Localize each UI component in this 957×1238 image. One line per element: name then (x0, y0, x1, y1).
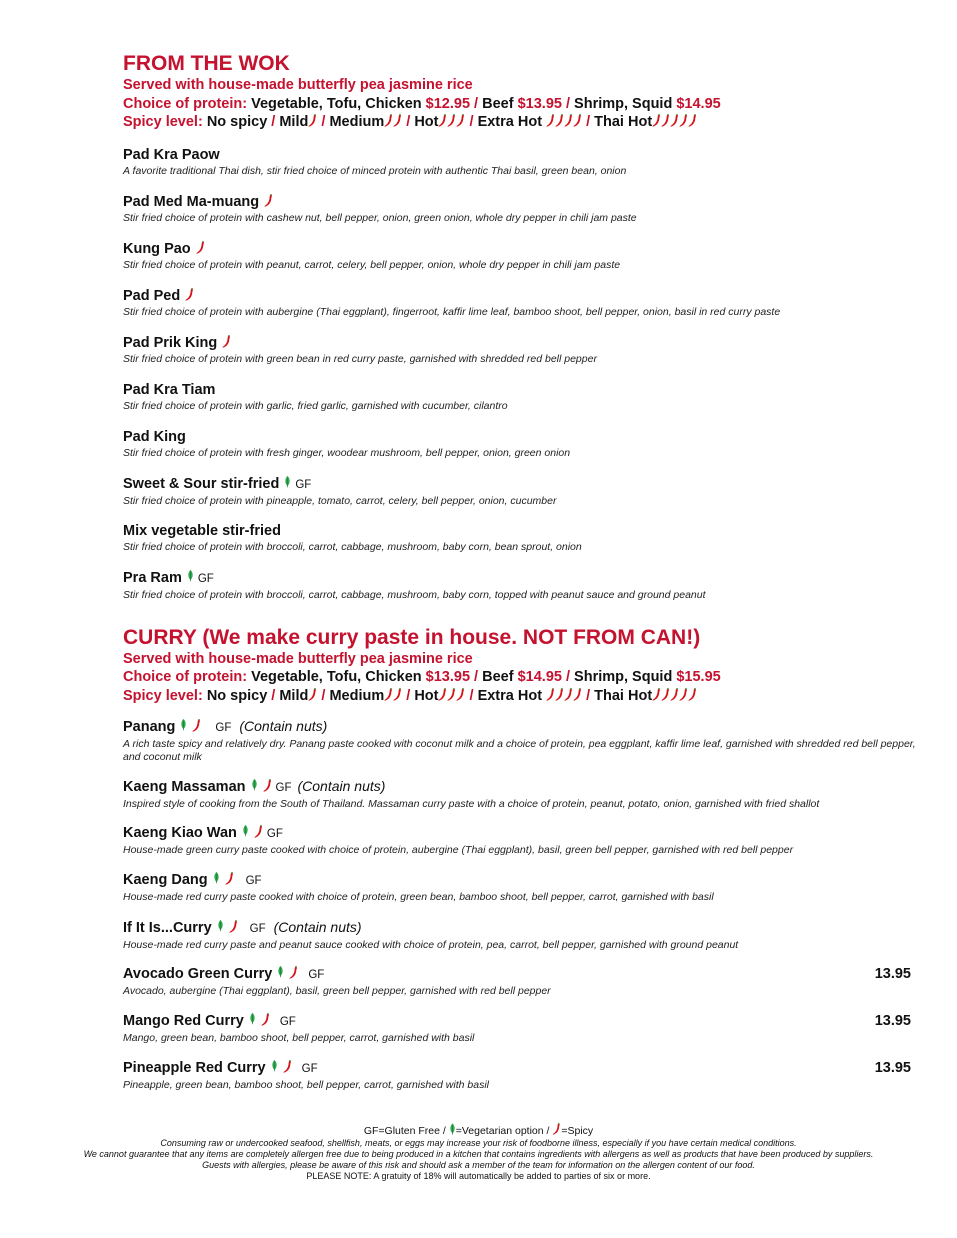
menu-item (123, 871, 923, 918)
slash: / (406, 687, 411, 704)
item-desc: Mango, green bean, bamboo shoot, bell pepper, carrot, garnished with basil (123, 1032, 475, 1044)
legend-veg: =Vegetarian option / (455, 1125, 553, 1137)
item-name: Pad Med Ma-muang (123, 193, 260, 210)
leaf-icon (242, 824, 249, 837)
item-name: Kung Pao (123, 240, 191, 257)
spicy-hot: Hot (410, 114, 439, 130)
slash: / (586, 114, 591, 130)
chili-pepper-icon (652, 114, 697, 130)
protein-option: Vegetable, Tofu, Chicken (247, 95, 426, 112)
foodborne-warning: Consuming raw or undercooked seafood, shellfish, meats, or eggs may increase your risk of foodborne illness, especially if you have certain medical conditions. (160, 1138, 797, 1148)
wok-items (123, 146, 923, 616)
gf-badge: GF (308, 969, 325, 981)
protein-price: $14.95 (676, 95, 721, 112)
item-desc: Stir fried choice of protein with green bean in red curry paste, garnished with shredded red bell pepper (123, 352, 597, 365)
curry-section (123, 626, 923, 1107)
item-desc: Stir fried choice of protein with fresh ginger, woodear mushroom, bell pepper, onion, green onion (123, 446, 571, 459)
spicy-label: Spicy level: (123, 687, 203, 704)
spicy-extra: Extra Hot (473, 114, 547, 130)
legend-gf: GF=Gluten Free / (363, 1125, 449, 1137)
protein-option: Shrimp, Squid (570, 669, 677, 685)
chili-pepper-icon (679, 688, 688, 701)
item-name: Pad King (123, 428, 186, 445)
slash: / (321, 687, 326, 704)
menu-item (123, 569, 923, 616)
curry-spicy (123, 687, 923, 706)
gf-badge: GF (266, 828, 283, 840)
chili-pepper-icon (555, 688, 564, 701)
item-price: 13.95 (874, 966, 911, 982)
spicy-medium: Medium (325, 687, 385, 704)
protein-option: Beef (478, 669, 518, 685)
leaf-icon (217, 919, 224, 932)
item-desc: Inspired style of cooking from the South of Thailand. Massaman curry paste with a choice of protein, peanut, potato, onion, garnished with fried shallot (123, 798, 820, 810)
chili-pepper-icon (670, 688, 679, 701)
chili-pepper-icon (308, 688, 317, 701)
gf-badge: GF (279, 1016, 296, 1028)
item-desc: Stir fried choice of protein with broccoli, carrot, cabbage, mushroom, baby corn, bean sprout, onion (123, 540, 582, 553)
item-name: Panang (123, 719, 176, 735)
leaf-icon (249, 1012, 256, 1025)
item-name: Kaeng Dang (123, 872, 208, 888)
protein-label: Choice of protein: (123, 95, 248, 112)
slash: / (406, 114, 411, 130)
protein-price: $14.95 / (517, 669, 571, 685)
chili-pepper-icon (222, 335, 231, 348)
item-desc: Pineapple, green bean, bamboo shoot, bell pepper, carrot, garnished with basil (123, 1079, 489, 1091)
chili-pepper-icon (308, 688, 317, 704)
protein-price: $13.95 / (517, 95, 571, 112)
chili-pepper-icon (438, 688, 447, 701)
chili-pepper-icon (384, 688, 393, 701)
spicy-mild: Mild (275, 114, 309, 130)
menu-item (123, 1059, 923, 1106)
item-desc: Stir fried choice of protein with broccoli, carrot, cabbage, mushroom, baby corn, topped with peanut sauce and ground peanut (123, 588, 706, 601)
slash: / (586, 687, 591, 704)
curry-title: CURRY (We make curry paste in house. NOT FROM CAN!) (123, 625, 701, 649)
chili-pepper-icon (192, 719, 201, 732)
item-desc: Stir fried choice of protein with cashew nut, bell pepper, onion, green onion, whole dry pepper in chili jam paste (123, 211, 637, 224)
chili-pepper-icon (229, 920, 238, 933)
menu-item (123, 824, 923, 871)
chili-pepper-icon (384, 688, 402, 704)
chili-pepper-icon (652, 688, 661, 701)
spicy-mild: Mild (275, 687, 309, 704)
leaf-icon (271, 1059, 278, 1072)
leaf-icon (187, 569, 194, 582)
gf-badge: GF (301, 1063, 318, 1075)
item-desc: A rich taste spicy and relatively dry. Panang paste cooked with coconut milk and a choice of protein, pea eggplant, kaffir lime leaf, garnished with shredded red bell pepper, and coconut milk (123, 738, 916, 763)
menu-item (123, 428, 923, 475)
leaf-icon (251, 778, 258, 791)
chili-pepper-icon (652, 688, 697, 704)
chili-pepper-icon (393, 114, 402, 127)
spicy-none: No spicy (202, 687, 272, 704)
chili-pepper-icon (264, 194, 273, 207)
chili-pepper-icon (661, 114, 670, 127)
item-name: Pra Ram (123, 569, 182, 586)
menu-item (123, 918, 923, 965)
chili-pepper-icon (546, 688, 555, 701)
wok-protein (123, 95, 923, 114)
chili-pepper-icon (438, 688, 465, 704)
chili-pepper-icon (573, 688, 582, 701)
leaf-icon (277, 965, 284, 978)
curry-protein (123, 668, 923, 687)
slash: / (469, 687, 474, 704)
menu-item (123, 240, 923, 287)
spicy-none: No spicy (202, 114, 272, 130)
protein-option: Shrimp, Squid (570, 95, 677, 112)
item-name: Sweet & Sour stir-fried (123, 475, 280, 492)
slash: / (271, 114, 276, 130)
item-name: Mango Red Curry (123, 1013, 244, 1029)
item-name: If It Is...Curry (123, 920, 212, 936)
chili-pepper-icon (552, 1123, 561, 1135)
contains-nuts-note: (Contain nuts) (297, 778, 386, 794)
menu-item (123, 717, 923, 777)
wok-section (123, 52, 923, 616)
menu-item (123, 146, 923, 193)
gf-badge: GF (249, 923, 266, 935)
spicy-extra: Extra Hot (473, 687, 547, 704)
item-desc: House-made green curry paste cooked with choice of protein, aubergine (Thai eggplant), basil, green bell pepper, garnished with red bell pepper (123, 844, 794, 856)
spicy-thai: Thai Hot (590, 687, 653, 704)
protein-label: Choice of protein: (123, 669, 248, 685)
chili-pepper-icon (261, 1013, 270, 1026)
spicy-hot: Hot (410, 687, 439, 704)
chili-pepper-icon (196, 241, 205, 254)
spicy-thai: Thai Hot (590, 114, 653, 130)
slash: / (469, 114, 474, 130)
chili-pepper-icon (688, 114, 697, 127)
item-name: Pad Kra Paow (123, 146, 220, 163)
menu-item (123, 522, 923, 569)
protein-price: $15.95 (676, 669, 721, 685)
item-name: Pad Ped (123, 287, 181, 304)
chili-pepper-icon (564, 114, 573, 127)
chili-pepper-icon (546, 688, 582, 704)
spicy-medium: Medium (325, 114, 385, 130)
item-desc: A favorite traditional Thai dish, stir fried choice of minced protein with authentic Thai basil, green bean, onion (123, 164, 627, 177)
chili-pepper-icon (447, 114, 456, 127)
contains-nuts-note: (Contain nuts) (239, 718, 328, 734)
chili-pepper-icon (447, 688, 456, 701)
protein-option: Vegetable, Tofu, Chicken (247, 669, 426, 685)
chili-pepper-icon (384, 114, 402, 130)
item-desc: Stir fried choice of protein with aubergine (Thai eggplant), fingerroot, kaffir lime leaf, bamboo shoot, bell pepper, onion, basil in red curry paste (123, 305, 781, 318)
menu-item (123, 287, 923, 334)
slash: / (271, 687, 276, 704)
item-desc: Stir fried choice of protein with garlic, fried garlic, garnished with cucumber, cilantro (123, 399, 508, 412)
gf-badge: GF (197, 572, 214, 585)
item-name: Kaeng Massaman (123, 779, 246, 795)
curry-served: Served with house-made butterfly pea jasmine rice (123, 650, 473, 667)
item-price: 13.95 (874, 1013, 911, 1029)
menu-item (123, 965, 923, 1012)
wok-spicy (123, 113, 923, 132)
wok-served: Served with house-made butterfly pea jasmine rice (123, 77, 473, 93)
leaf-icon (180, 718, 187, 731)
chili-pepper-icon (652, 114, 661, 127)
footer-notes (0, 1123, 957, 1182)
chili-pepper-icon (555, 114, 564, 127)
gf-badge: GF (275, 782, 292, 794)
gf-badge: GF (215, 722, 232, 734)
menu-item (123, 475, 923, 522)
item-desc: Stir fried choice of protein with peanut, carrot, celery, bell pepper, onion, whole dry pepper in chili jam paste (123, 258, 621, 271)
item-desc: Avocado, aubergine (Thai eggplant), basil, green bell pepper, garnished with red bell pepper (123, 985, 551, 997)
gratuity-note: PLEASE NOTE: A gratuity of 18% will automatically be added to parties of six or more. (306, 1171, 651, 1181)
chili-pepper-icon (564, 688, 573, 701)
chili-pepper-icon (263, 779, 272, 792)
legend (0, 1123, 957, 1138)
item-name: Pad Kra Tiam (123, 381, 216, 398)
wok-title: FROM THE WOK (123, 52, 290, 75)
item-name: Pineapple Red Curry (123, 1060, 266, 1076)
chili-pepper-icon (546, 114, 555, 127)
chili-pepper-icon (308, 114, 317, 130)
contains-nuts-note: (Contain nuts) (273, 919, 362, 935)
protein-option: Beef (478, 95, 518, 112)
chili-pepper-icon (679, 114, 688, 127)
menu-item (123, 193, 923, 240)
chili-pepper-icon (225, 872, 234, 885)
curry-items (123, 717, 923, 1106)
item-name: Mix vegetable stir-fried (123, 522, 281, 539)
chili-pepper-icon (546, 114, 582, 130)
item-name: Avocado Green Curry (123, 966, 273, 982)
chili-pepper-icon (289, 966, 298, 979)
item-desc: Stir fried choice of protein with pineapple, tomato, carrot, celery, bell pepper, onion, cucumber (123, 494, 557, 507)
chili-pepper-icon (438, 114, 447, 127)
leaf-icon (449, 1123, 456, 1135)
item-desc: House-made red curry paste cooked with choice of protein, green bean, bamboo shoot, bell pepper, carrot, garnished with basil (123, 891, 714, 903)
protein-price: $12.95 / (425, 95, 479, 112)
item-price: 13.95 (874, 1060, 911, 1076)
chili-pepper-icon (661, 688, 670, 701)
leaf-icon (284, 475, 291, 488)
chili-pepper-icon (185, 288, 194, 301)
chili-pepper-icon (308, 114, 317, 127)
menu-item (123, 334, 923, 381)
chili-pepper-icon (688, 688, 697, 701)
chili-pepper-icon (283, 1060, 292, 1073)
gf-badge: GF (295, 478, 312, 491)
gf-badge: GF (245, 875, 262, 887)
chili-pepper-icon (384, 114, 393, 127)
legend-spicy: =Spicy (561, 1125, 594, 1137)
chili-pepper-icon (393, 688, 402, 701)
menu-item (123, 1012, 923, 1059)
item-desc: House-made red curry paste and peanut sauce cooked with choice of protein, pea, carrot, bell pepper, garnished with ground peanut (123, 939, 739, 951)
item-name: Kaeng Kiao Wan (123, 825, 237, 841)
spicy-label: Spicy level: (123, 114, 203, 130)
slash: / (321, 114, 326, 130)
allergen-disclaimer: We cannot guarantee that any items are completely allergen free due to being produced in a kitchen that contains ingredients with allergens as well as products that have been produced by suppliers. Guests with allergies, please be aware of this risk and should ask a member of the team for information on the allergen content of our food. (83, 1149, 874, 1170)
protein-price: $13.95 / (425, 669, 479, 685)
menu-item (123, 381, 923, 428)
leaf-icon (213, 871, 220, 884)
menu-page (123, 52, 923, 1106)
chili-pepper-icon (438, 114, 465, 130)
chili-pepper-icon (573, 114, 582, 127)
item-name: Pad Prik King (123, 334, 218, 351)
menu-item (123, 777, 923, 824)
chili-pepper-icon (254, 825, 263, 838)
chili-pepper-icon (670, 114, 679, 127)
